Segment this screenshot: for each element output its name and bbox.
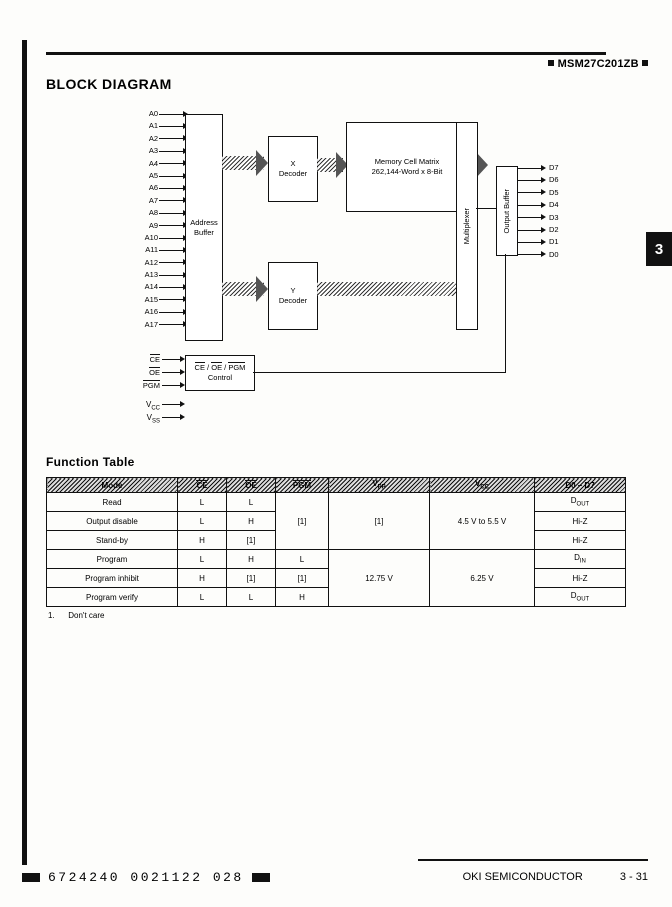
pin-label: A0: [148, 109, 158, 118]
col-data: D0 – D7: [535, 478, 626, 493]
arrow-icon: [517, 212, 547, 224]
block-label-line1: X: [290, 159, 296, 168]
barcode-line: [22, 870, 270, 885]
pin-label: A11: [145, 245, 158, 255]
block-y-decoder: [268, 262, 318, 330]
pin-label: A1: [148, 121, 158, 131]
block-label-line2: Buffer: [194, 227, 214, 237]
pin-label: A8: [148, 208, 158, 218]
cell-oe: L: [227, 588, 276, 607]
cell-mode: Program: [47, 550, 178, 569]
block-ce-oe-pgm-control: [185, 355, 255, 391]
block-label: Output Buffer: [502, 188, 511, 234]
pin-label: A15: [144, 294, 158, 304]
pin-label: A2: [148, 133, 158, 143]
arrow-icon: [517, 249, 547, 261]
arrow-icon: [517, 224, 547, 236]
pin-label: D1: [549, 237, 559, 247]
pin-label: D2: [549, 224, 559, 234]
cell-oe: H: [227, 512, 276, 531]
cell-mode: Stand-by: [47, 531, 178, 550]
cell-ce: H: [178, 531, 227, 550]
part-number-label: MSM27C201ZB: [557, 58, 639, 70]
block-label: Multiplexer: [462, 207, 471, 245]
block-label-line2: Decoder: [278, 296, 308, 305]
pin-label: A9: [148, 220, 158, 230]
cell-ce: H: [178, 569, 227, 588]
address-pin-labels: [124, 108, 158, 331]
barcode-block-icon: [252, 873, 270, 882]
wire-control-to-output-buffer-h: [253, 372, 506, 373]
cell-data: $D_{IN}$: [535, 550, 626, 569]
pin-label: A4: [148, 158, 158, 168]
chapter-tab-marker: 3: [646, 232, 672, 266]
table-footnote: [48, 611, 104, 620]
arrow-icon: [517, 199, 547, 211]
pin-label: D6: [549, 175, 559, 185]
block-label-line2: 262,144-Word x 8-Bit: [371, 167, 443, 176]
control-pin-labels: [112, 353, 160, 392]
footnote-number: 1.: [48, 611, 55, 620]
function-table: [46, 477, 626, 607]
bus-arrowhead: [256, 150, 268, 176]
pin-label: A17: [144, 319, 158, 329]
pin-label-vss: $V_{SS}$: [146, 413, 160, 425]
company-name: OKI SEMICONDUCTOR: [462, 871, 583, 883]
bus-arrowhead: [256, 276, 268, 302]
cell-pgm: [1]: [276, 493, 329, 550]
table-header-row: [47, 478, 626, 493]
cell-mode: Program verify: [47, 588, 178, 607]
pin-label: D5: [549, 187, 559, 197]
cell-ce: L: [178, 512, 227, 531]
cell-data: $D_{OUT}$: [535, 493, 626, 512]
arrow-icon: [517, 174, 547, 186]
cell-mode: Output disable: [47, 512, 178, 531]
block-output-buffer: [496, 166, 518, 256]
footnote-text: Don't care: [68, 611, 105, 620]
cell-vcc: 4.5 V to 5.5 V: [430, 493, 535, 550]
cell-pgm: [1]: [276, 569, 329, 588]
pin-label: A3: [148, 146, 158, 156]
block-label-line1: Y: [290, 286, 296, 295]
block-label-line1: Memory Cell Matrix: [374, 157, 440, 166]
pin-label: A14: [144, 282, 158, 292]
cell-oe: L: [227, 493, 276, 512]
pin-label: A12: [144, 257, 158, 267]
pin-label: A7: [148, 195, 158, 205]
cell-vcc: 6.25 V: [430, 550, 535, 607]
footer-right: [463, 871, 648, 883]
pin-label: A10: [144, 232, 158, 242]
pin-label: D7: [549, 163, 559, 172]
cell-data: Hi-Z: [535, 531, 626, 550]
cell-ce: L: [178, 588, 227, 607]
bus-ydec-to-mux: [317, 282, 467, 296]
pin-label-vcc: $V_{CC}$: [145, 400, 160, 412]
wire-control-to-output-buffer-v: [505, 254, 506, 373]
barcode-text: 6724240 0021122 028: [48, 870, 244, 885]
pin-label-pgm: PGM: [142, 381, 160, 390]
block-label-line2: Control: [207, 373, 233, 382]
cell-ce: L: [178, 550, 227, 569]
cell-ce: L: [178, 493, 227, 512]
pin-label: A16: [144, 307, 158, 317]
footer-rule: [418, 859, 648, 861]
cell-data: $D_{OUT}$: [535, 588, 626, 607]
block-address-buffer: [185, 114, 223, 341]
block-diagram: [46, 100, 626, 430]
cell-data: Hi-Z: [535, 569, 626, 588]
page-title: BLOCK DIAGRAM: [46, 76, 172, 92]
power-pin-arrows: [162, 398, 190, 424]
pin-label: A5: [148, 170, 158, 180]
col-vcc: $V_{CC}$: [430, 478, 535, 493]
left-margin-bar: [22, 40, 27, 865]
cell-oe: [1]: [227, 569, 276, 588]
arrow-icon: [162, 411, 190, 424]
arrow-icon: [162, 398, 190, 411]
table-row: [47, 493, 626, 512]
cell-oe: H: [227, 550, 276, 569]
arrow-icon: [517, 236, 547, 248]
power-pin-labels: [112, 398, 160, 424]
header-rule: [46, 52, 606, 55]
square-marker-icon: [642, 60, 648, 66]
pin-label-oe: OE: [149, 368, 160, 377]
pin-label: A6: [148, 183, 158, 193]
cell-mode: Program inhibit: [47, 569, 178, 588]
cell-data: Hi-Z: [535, 512, 626, 531]
col-ce: CE: [178, 478, 227, 493]
cell-vpp: [1]: [329, 493, 430, 550]
pin-label-ce: CE: [149, 355, 160, 364]
barcode-block-icon: [22, 873, 40, 882]
page-header-part-number: [548, 58, 648, 70]
wire-mux-to-output-buffer: [476, 208, 496, 209]
cell-mode: Read: [47, 493, 178, 512]
table-row: [47, 550, 626, 569]
cell-vpp: 12.75 V: [329, 550, 430, 607]
col-mode: Mode: [47, 478, 178, 493]
function-table-title: Function Table: [46, 455, 135, 469]
block-memory-cell-matrix: [346, 122, 468, 212]
col-pgm: PGM: [276, 478, 329, 493]
col-vpp: $V_{PP}$: [329, 478, 430, 493]
block-x-decoder: [268, 136, 318, 202]
data-pin-labels: [549, 162, 571, 261]
block-label-line1: Address: [190, 217, 218, 227]
block-multiplexer: [456, 122, 478, 330]
pin-label: D3: [549, 212, 559, 222]
cell-pgm: H: [276, 588, 329, 607]
square-marker-icon: [548, 60, 554, 66]
cell-oe: [1]: [227, 531, 276, 550]
pin-label: D4: [549, 200, 559, 210]
arrow-icon: [517, 162, 547, 174]
pin-label: D0: [549, 249, 559, 259]
arrow-icon: [517, 187, 547, 199]
block-label-line2: Decoder: [278, 169, 308, 178]
data-pin-arrows: [517, 162, 547, 261]
pin-label: A13: [144, 270, 158, 280]
col-oe: OE: [227, 478, 276, 493]
cell-pgm: L: [276, 550, 329, 569]
page-number: 3 - 31: [619, 871, 648, 883]
block-label-line1: CE / OE / PGM: [194, 363, 246, 372]
